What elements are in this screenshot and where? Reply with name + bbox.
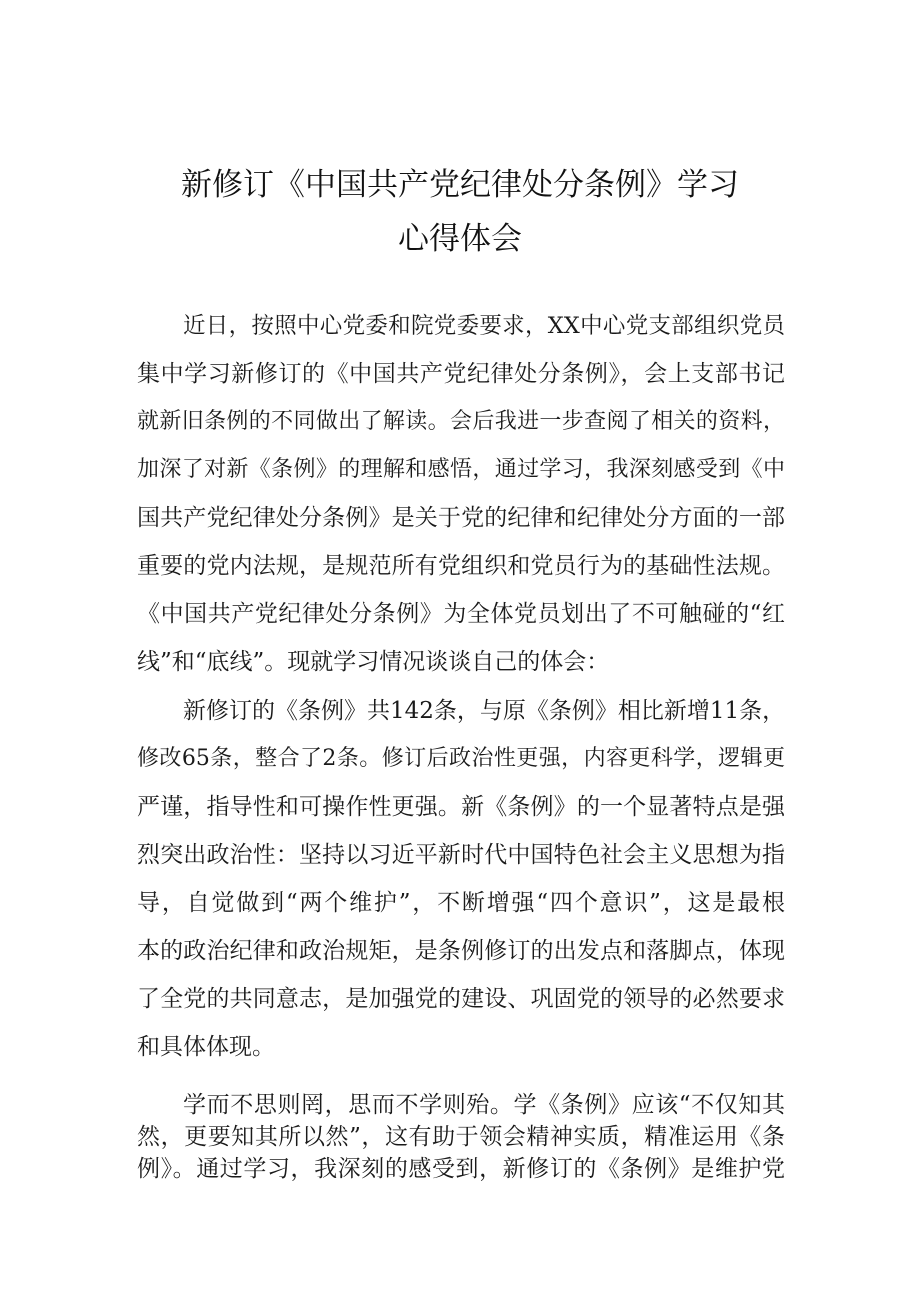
paragraph-line: 严谨，指导性和可操作性更强。新《条例》的一个显著特点是强 (137, 794, 785, 820)
paragraph-line: 《中国共产党纪律处分条例》为全体党员划出了不可触碰的“红 (137, 601, 785, 627)
paragraph-line: 修改65条，整合了2条。修订后政治性更强，内容更科学，逻辑更 (137, 746, 785, 771)
paragraph-line: 重要的党内法规，是规范所有党组织和党员行为的基础性法规。 (137, 553, 785, 579)
paragraph-line: 新修订的《条例》共142条，与原《条例》相比新增11条， (183, 698, 786, 724)
paragraph-line: 线”和“底线”。现就学习情况谈谈自己的体会： (137, 649, 610, 675)
document-title-line-1: 新修订《中国共产党纪律处分条例》学习 (181, 167, 739, 203)
document-title-line-2: 心得体会 (398, 221, 522, 257)
paragraph-line: 近日，按照中心党委和院党委要求，XX中心党支部组织党员 (183, 313, 785, 339)
paragraph-line: 本的政治纪律和政治规矩，是条例修订的出发点和落脚点，体现 (137, 938, 785, 964)
paragraph-line: 加深了对新《条例》的理解和感悟，通过学习，我深刻感受到《中 (137, 457, 785, 482)
paragraph-line: 了全党的共同意志，是加强党的建设、巩固党的领导的必然要求 (137, 986, 785, 1012)
paragraph-line: 国共产党纪律处分条例》是关于党的纪律和纪律处分方面的一部 (137, 505, 785, 531)
paragraph-line: 烈突出政治性：坚持以习近平新时代中国特色社会主义思想为指 (137, 842, 785, 868)
paragraph-line: 集中学习新修订的《中国共产党纪律处分条例》，会上支部书记 (137, 361, 785, 387)
paragraph-line: 就新旧条例的不同做出了解读。会后我进一步查阅了相关的资料， (137, 409, 785, 434)
paragraph-line: 导，自觉做到“两个维护”，不断增强“四个意识”，这是最根 (137, 890, 785, 916)
paragraph-line: 然，更要知其所以然”，这有助于领会精神实质，精准运用《条 (137, 1124, 785, 1150)
paragraph-line: 和具体体现。 (137, 1034, 275, 1060)
paragraph-line: 学而不思则罔，思而不学则殆。学《条例》应该“不仅知其 (183, 1092, 785, 1118)
paragraph-line: 例》。通过学习，我深刻的感受到，新修订的《条例》是维护党 (137, 1156, 785, 1182)
